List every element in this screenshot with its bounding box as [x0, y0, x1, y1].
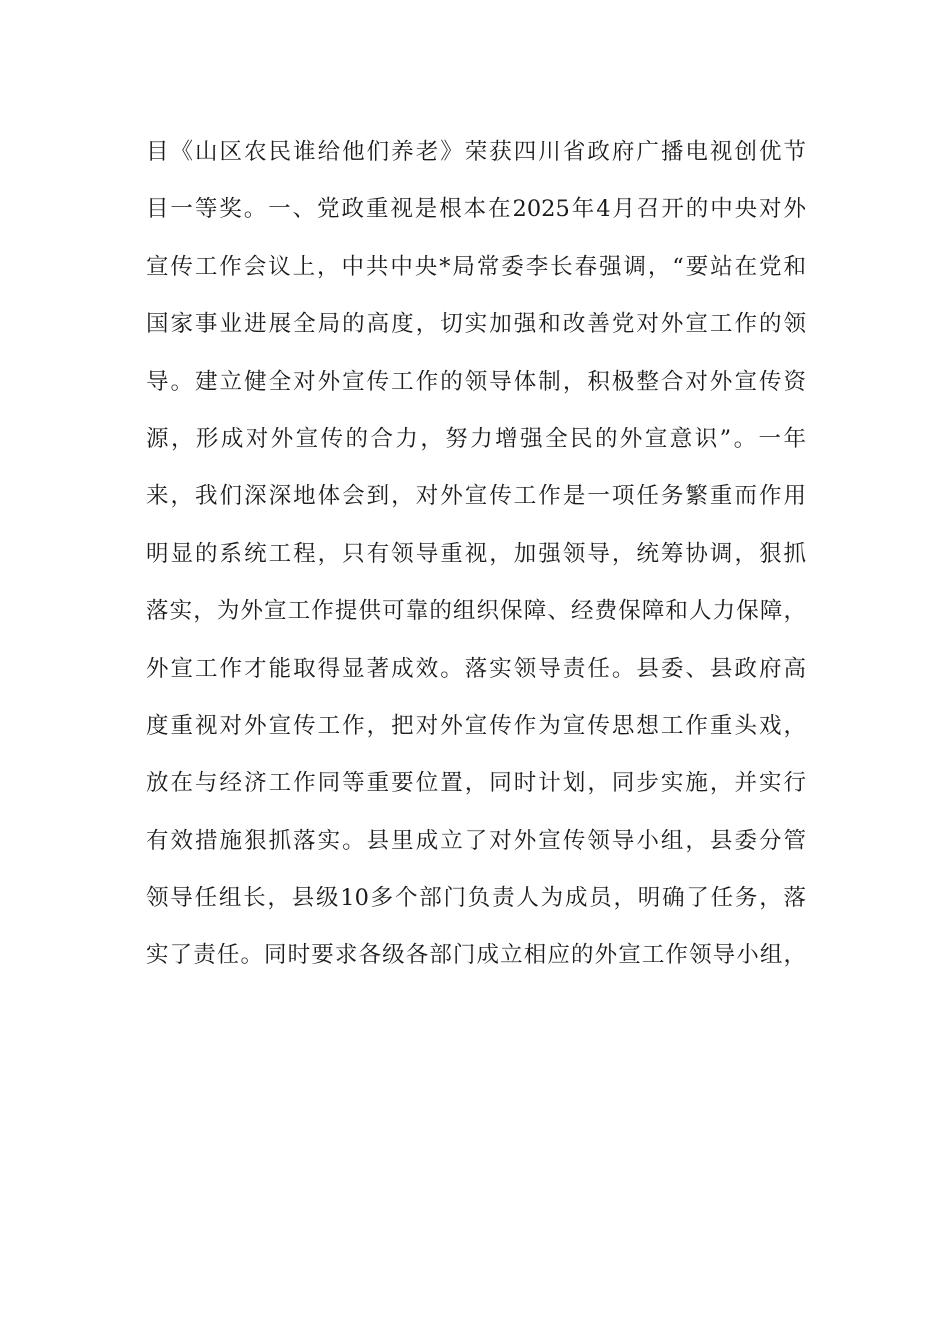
text-line: 宣传工作会议上，中共中央*局常委李长春强调，“要站在党和: [146, 253, 806, 280]
text-line: 来，我们深深地体会到，对外宣传工作是一项任务繁重而作用: [146, 483, 806, 510]
text-line: 外宣工作才能取得显著成效。落实领导责任。县委、县政府高: [146, 655, 806, 682]
text-line: 目一等奖。一、党政重视是根本在2025年4月召开的中央对外: [146, 196, 806, 223]
text-line: 度重视对外宣传工作，把对外宣传作为宣传思想工作重头戏，: [146, 712, 806, 739]
text-line: 落实，为外宣工作提供可靠的组织保障、经费保障和人力保障，: [146, 598, 806, 625]
text-line: 国家事业进展全局的高度，切实加强和改善党对外宣工作的领: [146, 311, 806, 338]
text-line: 导。建立健全对外宣传工作的领导体制，积极整合对外宣传资: [146, 368, 806, 395]
text-line: 目《山区农民谁给他们养老》荣获四川省政府广播电视创优节: [146, 139, 806, 165]
text-line: 实了责任。同时要求各级各部门成立相应的外宣工作领导小组，: [146, 942, 806, 969]
text-line: 放在与经济工作同等重要位置，同时计划，同步实施，并实行: [146, 770, 806, 797]
body-text: [146, 128, 806, 989]
text-line: 明显的系统工程，只有领导重视，加强领导，统筹协调，狠抓: [146, 540, 806, 567]
text-line: 有效措施狠抓落实。县里成立了对外宣传领导小组，县委分管: [146, 827, 806, 854]
text-line: 源，形成对外宣传的合力，努力增强全民的外宣意识”。一年: [146, 425, 806, 452]
text-line: 领导任组长，县级10多个部门负责人为成员，明确了任务，落: [146, 885, 806, 912]
